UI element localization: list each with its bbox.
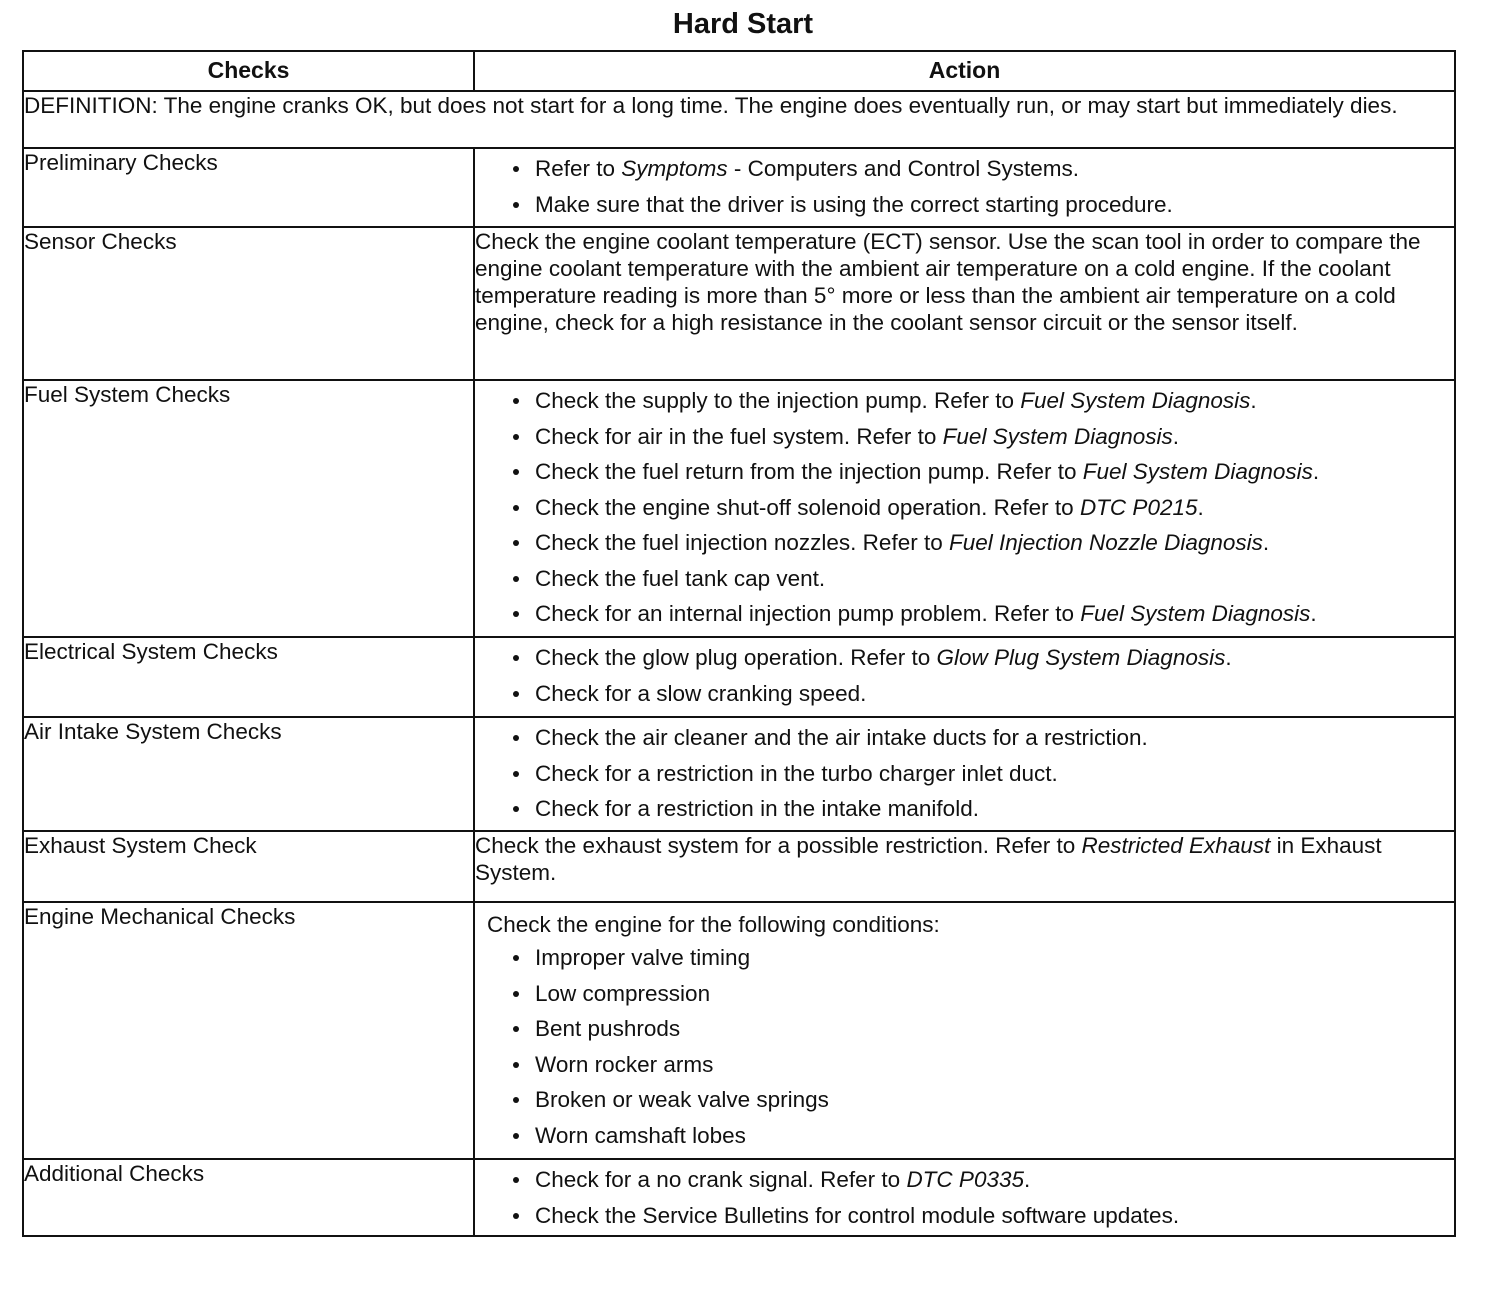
- row-label-preliminary: Preliminary Checks: [23, 148, 474, 227]
- list-item: Bent pushrods: [511, 1015, 1444, 1042]
- row-action-air: [474, 717, 1455, 831]
- reference-link: Fuel System Diagnosis: [1020, 388, 1251, 413]
- list-item: Low compression: [511, 980, 1444, 1007]
- reference-link: Restricted Exhaust: [1081, 833, 1271, 858]
- row-action-fuel: [474, 380, 1455, 637]
- table-row: [23, 831, 1455, 902]
- row-label-mechanical: Engine Mechanical Checks: [23, 902, 474, 1159]
- header-row: [23, 51, 1455, 91]
- list-item: Refer to Symptoms - Computers and Control Systems.: [511, 155, 1444, 182]
- row-action-mechanical: [474, 902, 1455, 1159]
- list-item: Check for air in the fuel system. Refer to Fuel System Diagnosis.: [511, 423, 1444, 450]
- reference-link: DTC P0335: [906, 1167, 1024, 1192]
- list-item: Check the fuel injection nozzles. Refer to Fuel Injection Nozzle Diagnosis.: [511, 529, 1444, 556]
- list-item: Make sure that the driver is using the correct starting procedure.: [511, 191, 1444, 218]
- definition-text: DEFINITION: The engine cranks OK, but does not start for a long time. The engine does eventually run, or may start but immediately dies.: [23, 91, 1455, 148]
- list-item: Check the glow plug operation. Refer to Glow Plug System Diagnosis.: [511, 644, 1444, 671]
- row-action-sensor: Check the engine coolant temperature (ECT) sensor. Use the scan tool in order to compare the engine coolant temperature with the ambient air temperature on a cold engine. If the coolant temperature reading is more than 5° more or less than the ambient air temperature on a cold engine, check for a high resistance in the coolant sensor circuit or the sensor itself.: [474, 227, 1455, 380]
- row-action-exhaust: Check the exhaust system for a possible restriction. Refer to Restricted Exhaust in Exhaust System.: [474, 831, 1455, 902]
- row-action-preliminary: [474, 148, 1455, 227]
- row-label-sensor: Sensor Checks: [23, 227, 474, 380]
- table-row: [23, 1159, 1455, 1236]
- conditions-intro: Check the engine for the following conditions:: [487, 912, 940, 937]
- table-row: [23, 717, 1455, 831]
- row-label-additional: Additional Checks: [23, 1159, 474, 1236]
- table-row: [23, 227, 1455, 380]
- hard-start-table: [22, 50, 1456, 1237]
- reference-link: Fuel System Diagnosis: [942, 423, 1173, 449]
- list-item: Broken or weak valve springs: [511, 1086, 1444, 1113]
- list-item: Check the engine shut-off solenoid operation. Refer to DTC P0215.: [511, 494, 1444, 521]
- list-item: Check the fuel return from the injection pump. Refer to Fuel System Diagnosis.: [511, 458, 1444, 485]
- table-row: [23, 902, 1455, 1159]
- list-item: Check for a restriction in the intake manifold.: [511, 795, 1444, 822]
- row-action-additional: [474, 1159, 1455, 1236]
- reference-link: DTC P0215: [1079, 494, 1198, 520]
- list-item: Improper valve timing: [511, 944, 1444, 971]
- list-item: Check for a no crank signal. Refer to DTC P0335.: [511, 1166, 1444, 1193]
- reference-link: Fuel System Diagnosis: [1082, 459, 1313, 484]
- table-row: [23, 380, 1455, 637]
- list-item: Check the air cleaner and the air intake ducts for a restriction.: [511, 724, 1444, 751]
- list-item: Check for a restriction in the turbo charger inlet duct.: [511, 760, 1444, 787]
- reference-link: Fuel System Diagnosis: [1080, 601, 1311, 626]
- definition-row: [23, 91, 1455, 148]
- list-item: Check for an internal injection pump problem. Refer to Fuel System Diagnosis.: [511, 600, 1444, 627]
- row-label-fuel: Fuel System Checks: [23, 380, 474, 637]
- row-action-electrical: [474, 637, 1455, 717]
- list-item: Check the fuel tank cap vent.: [511, 565, 1444, 592]
- row-label-air: Air Intake System Checks: [23, 717, 474, 831]
- list-item: Check the Service Bulletins for control module software updates.: [511, 1202, 1444, 1229]
- list-item: Worn camshaft lobes: [511, 1122, 1444, 1149]
- list-item: Check for a slow cranking speed.: [511, 680, 1444, 707]
- checks-header: Checks: [23, 51, 474, 91]
- table-row: [23, 637, 1455, 717]
- list-item: Worn rocker arms: [511, 1051, 1444, 1078]
- reference-link: Fuel Injection Nozzle Diagnosis: [948, 530, 1263, 555]
- list-item: Check the supply to the injection pump. Refer to Fuel System Diagnosis.: [511, 387, 1444, 414]
- row-label-electrical: Electrical System Checks: [23, 637, 474, 717]
- reference-link: Symptoms: [621, 156, 728, 181]
- table-row: [23, 148, 1455, 227]
- page-title: Hard Start: [672, 8, 814, 40]
- action-header: Action: [474, 51, 1455, 91]
- reference-link: Glow Plug System Diagnosis: [936, 645, 1226, 670]
- row-label-exhaust: Exhaust System Check: [23, 831, 474, 902]
